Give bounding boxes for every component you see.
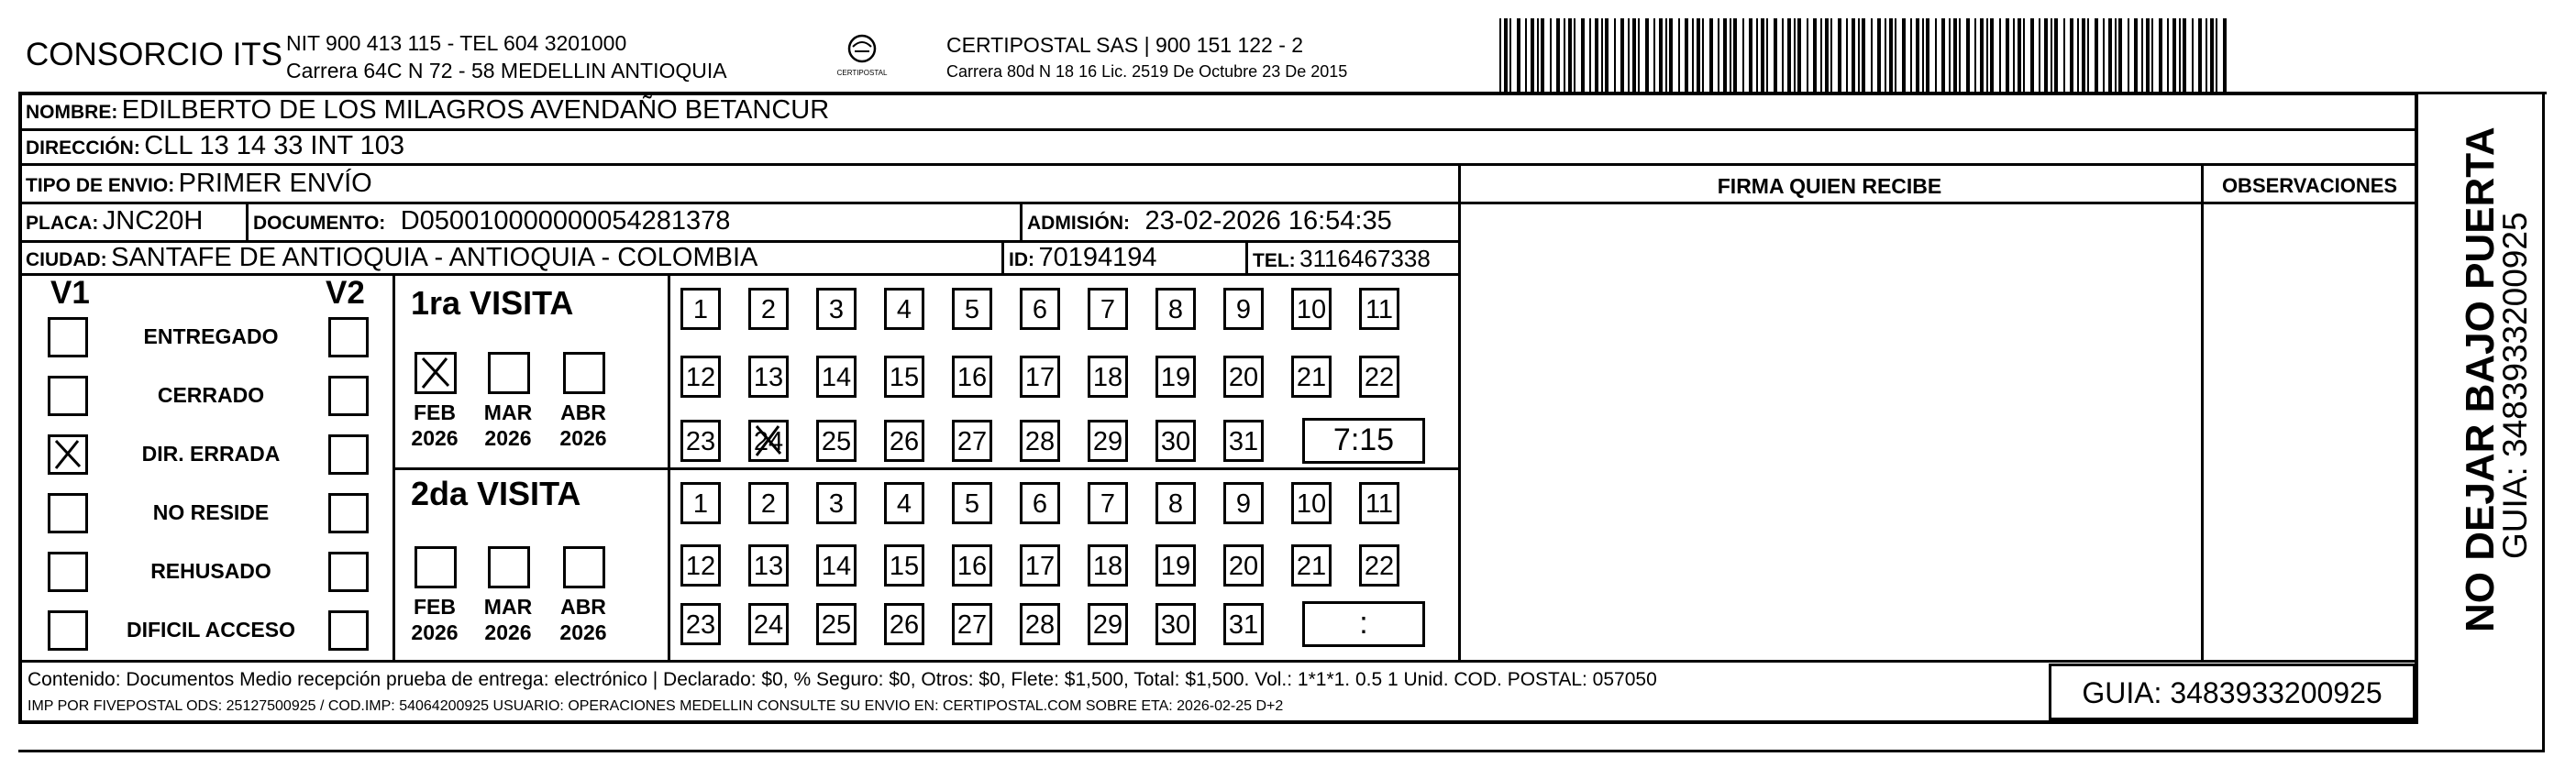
- v2-checkbox[interactable]: [328, 610, 369, 651]
- year-label: 2026: [411, 620, 459, 644]
- time-field[interactable]: 7:15: [1302, 418, 1425, 464]
- firma-header: FIRMA QUIEN RECIBE: [1717, 174, 1942, 198]
- day-checkbox[interactable]: 20: [1223, 356, 1264, 398]
- barcode-bar: [1766, 18, 1768, 92]
- cell-divider: [1001, 240, 1004, 273]
- barcode-bar: [1756, 18, 1758, 92]
- month-checkbox[interactable]: [415, 546, 457, 588]
- ciudad-label: CIUDAD:: [26, 249, 107, 270]
- admision-label: ADMISIÓN:: [1027, 213, 1130, 234]
- barcode-bar: [1620, 18, 1624, 92]
- ciudad-value: SANTAFE DE ANTIOQUIA - ANTIOQUIA - COLOMBIA: [111, 243, 758, 272]
- day-checkbox[interactable]: 25: [816, 603, 857, 645]
- company-nit: NIT 900 413 115 - TEL 604 3201000: [286, 31, 627, 55]
- barcode-bar: [1742, 18, 1744, 92]
- day-checkbox[interactable]: 9: [1223, 482, 1264, 524]
- day-checkbox[interactable]: 2: [748, 482, 789, 524]
- day-checkbox[interactable]: 28: [1020, 420, 1060, 462]
- barcode-bar: [1910, 18, 1912, 92]
- column-divider: [1458, 163, 1461, 660]
- barcode-bar: [2054, 18, 2058, 92]
- day-checkbox[interactable]: 26: [884, 420, 924, 462]
- bottom-edge: [18, 750, 2545, 752]
- barcode-bar: [1949, 18, 1951, 92]
- barcode-bar: [2006, 18, 2009, 92]
- barcode-bar: [2151, 18, 2153, 92]
- day-checkbox[interactable]: 5: [952, 288, 992, 330]
- barcode-bar: [2192, 18, 2194, 92]
- check-mark-icon: [751, 422, 786, 459]
- side-guia: GUIA: 3483933200925: [2496, 212, 2534, 559]
- barcode-bar: [1723, 18, 1727, 92]
- day-checkbox[interactable]: 6: [1020, 288, 1060, 330]
- day-checkbox[interactable]: 15: [884, 544, 924, 587]
- barcode-bar: [1541, 18, 1544, 92]
- visit-divider: [392, 467, 1458, 470]
- barcode-bar: [2030, 18, 2034, 92]
- day-checkbox[interactable]: 8: [1155, 288, 1196, 330]
- day-checkbox[interactable]: 18: [1088, 356, 1128, 398]
- barcode-bar: [1697, 18, 1700, 92]
- day-checkbox[interactable]: 12: [680, 544, 721, 587]
- barcode-bar: [1871, 18, 1873, 92]
- company-address: Carrera 64C N 72 - 58 MEDELLIN ANTIOQUIA: [286, 59, 727, 82]
- barcode-bar: [1797, 18, 1801, 92]
- barcode-bar: [1628, 18, 1630, 92]
- barcode-bar: [1825, 18, 1829, 92]
- status-label: NO RESIDE: [152, 500, 270, 524]
- barcode-bar: [1889, 18, 1893, 92]
- documento-value: D050010000000054281378: [400, 206, 731, 236]
- documento-field: [253, 206, 730, 236]
- barcode-bar: [2141, 18, 2143, 92]
- day-checkbox[interactable]: 19: [1155, 356, 1196, 398]
- year-label: 2026: [559, 426, 607, 450]
- day-checkbox[interactable]: 10: [1291, 482, 1332, 524]
- section-divider: [392, 273, 395, 660]
- barcode-bar: [1980, 18, 1984, 92]
- barcode-bar: [1665, 18, 1667, 92]
- barcode-bar: [2172, 18, 2176, 92]
- barcode-bar: [2115, 18, 2117, 92]
- barcode-bar: [1813, 18, 1817, 92]
- day-checkbox[interactable]: 14: [816, 356, 857, 398]
- v2-checkbox[interactable]: [328, 552, 369, 592]
- v1-checkbox[interactable]: [48, 552, 88, 592]
- admision-field: [1027, 206, 1392, 236]
- day-checkbox[interactable]: 17: [1020, 544, 1060, 587]
- day-checkbox[interactable]: 8: [1155, 482, 1196, 524]
- year-label: 2026: [559, 620, 607, 644]
- second-visit-title: 2da VISITA: [411, 475, 581, 512]
- day-checkbox[interactable]: 29: [1088, 420, 1128, 462]
- day-checkbox[interactable]: 23: [680, 603, 721, 645]
- column-divider: [2201, 163, 2204, 660]
- barcode-bar: [2216, 18, 2217, 92]
- barcode-bar: [1974, 18, 1976, 92]
- barcode-bar: [1632, 18, 1636, 92]
- barcode-bar: [2198, 18, 2202, 92]
- row-line: [18, 273, 1458, 276]
- tipo-row: [26, 169, 372, 199]
- admision-value: 23-02-2026 16:54:35: [1144, 206, 1392, 236]
- day-checkbox[interactable]: 11: [1359, 482, 1399, 524]
- month-label: MAR: [483, 400, 533, 424]
- barcode-bar: [2039, 18, 2040, 92]
- barcode-bar: [1638, 18, 1640, 92]
- day-checkbox[interactable]: 5: [952, 482, 992, 524]
- month-checkbox[interactable]: [563, 546, 605, 588]
- guia-footer: GUIA: 3483933200925: [2082, 676, 2383, 709]
- barcode-bar: [1517, 18, 1520, 92]
- cell-divider: [1020, 202, 1023, 240]
- barcode-bar: [2210, 18, 2214, 92]
- barcode-bar: [1959, 18, 1961, 92]
- day-checkbox[interactable]: 15: [884, 356, 924, 398]
- day-checkbox[interactable]: 30: [1155, 603, 1196, 645]
- barcode-bar: [1846, 18, 1848, 92]
- placa-field: [26, 206, 203, 236]
- day-checkbox[interactable]: 1: [680, 288, 721, 330]
- day-checkbox[interactable]: 22: [1359, 544, 1399, 587]
- company-name: CONSORCIO ITS: [26, 37, 283, 72]
- barcode-bar: [2179, 18, 2181, 92]
- barcode-bar: [2044, 18, 2048, 92]
- day-checkbox[interactable]: 13: [748, 356, 789, 398]
- status-label: REHUSADO: [150, 559, 271, 583]
- barcode-bar: [1669, 18, 1673, 92]
- barcode-bar: [1902, 18, 1906, 92]
- ciudad-field: [26, 243, 757, 273]
- day-checkbox[interactable]: 19: [1155, 544, 1196, 587]
- barcode-bar: [1525, 18, 1527, 92]
- check-mark-icon: [50, 437, 85, 472]
- month-checkbox[interactable]: [488, 546, 530, 588]
- day-checkbox[interactable]: 30: [1155, 420, 1196, 462]
- barcode-bar: [1953, 18, 1957, 92]
- barcode-bar: [2087, 18, 2089, 92]
- month-checkbox[interactable]: [415, 352, 457, 394]
- row-line: [18, 163, 2418, 166]
- day-checkbox[interactable]: 26: [884, 603, 924, 645]
- barcode-bar: [1935, 18, 1937, 92]
- placa-value: JNC20H: [102, 206, 204, 236]
- barcode-bar: [1504, 18, 1508, 92]
- barcode-bar: [2103, 18, 2105, 92]
- nombre-value: EDILBERTO DE LOS MILAGROS AVENDAÑO BETANCUR: [121, 95, 830, 125]
- year-label: 2026: [484, 620, 532, 644]
- barcode-bar: [2082, 18, 2085, 92]
- id-field: [1009, 243, 1156, 273]
- barcode-bar: [1568, 18, 1572, 92]
- barcode-bar: [1782, 18, 1784, 92]
- barcode-bar: [1595, 18, 1598, 92]
- year-label: 2026: [411, 426, 459, 450]
- day-checkbox[interactable]: 23: [680, 420, 721, 462]
- barcode-bar: [1556, 18, 1560, 92]
- barcode-bar: [1749, 18, 1752, 92]
- tipo-label: TIPO DE ENVIO:: [26, 175, 175, 196]
- day-checkbox[interactable]: 20: [1223, 544, 1264, 587]
- barcode-bar: [1581, 18, 1585, 92]
- barcode-bar: [1820, 18, 1822, 92]
- cell-divider: [246, 202, 249, 240]
- month-label: MAR: [483, 595, 533, 619]
- barcode-bar: [1895, 18, 1896, 92]
- day-checkbox[interactable]: 17: [1020, 356, 1060, 398]
- day-checkbox[interactable]: 28: [1020, 603, 1060, 645]
- v1-checkbox[interactable]: [48, 376, 88, 416]
- nombre-label: NOMBRE:: [26, 102, 118, 123]
- barcode-bar: [2051, 18, 2052, 92]
- barcode-bar: [2146, 18, 2150, 92]
- v2-checkbox[interactable]: [328, 493, 369, 533]
- day-checkbox[interactable]: 24: [748, 603, 789, 645]
- barcode-bar: [1550, 18, 1552, 92]
- barcode-bar: [1885, 18, 1886, 92]
- v1-checkbox[interactable]: [48, 434, 88, 475]
- v1-checkbox[interactable]: [48, 610, 88, 651]
- side-notice: NO DEJAR BAJO PUERTA: [2458, 126, 2503, 632]
- day-checkbox[interactable]: 25: [816, 420, 857, 462]
- status-label: CERRADO: [157, 383, 265, 407]
- day-checkbox[interactable]: 27: [952, 420, 992, 462]
- barcode-bar: [1653, 18, 1655, 92]
- day-checkbox[interactable]: 4: [884, 482, 924, 524]
- barcode-bar: [1986, 18, 1988, 92]
- day-checkbox[interactable]: 3: [816, 288, 857, 330]
- day-checkbox[interactable]: 31: [1223, 603, 1264, 645]
- check-mark-icon: [417, 355, 454, 391]
- certipostal-logo: [830, 33, 894, 81]
- status-label: ENTREGADO: [143, 324, 279, 348]
- barcode-bar: [1999, 18, 2001, 92]
- month-checkbox[interactable]: [563, 352, 605, 394]
- day-checkbox[interactable]: 9: [1223, 288, 1264, 330]
- barcode-bar: [2223, 18, 2227, 92]
- barcode-bar: [1709, 18, 1713, 92]
- month-label: FEB: [414, 400, 456, 424]
- barcode-bar: [1718, 18, 1719, 92]
- barcode-bar: [2063, 18, 2065, 92]
- day-checkbox[interactable]: 21: [1291, 544, 1332, 587]
- barcode-bar: [1761, 18, 1764, 92]
- certipostal-nit: CERTIPOSTAL SAS | 900 151 122 - 2: [946, 33, 1304, 57]
- day-checkbox[interactable]: 1: [680, 482, 721, 524]
- day-checkbox[interactable]: 31: [1223, 420, 1264, 462]
- documento-label: DOCUMENTO:: [253, 213, 386, 234]
- barcode-bar: [1531, 18, 1534, 92]
- day-checkbox[interactable]: 3: [816, 482, 857, 524]
- barcode-bar: [1990, 18, 1994, 92]
- barcode-bar: [1678, 18, 1680, 92]
- placa-label: PLACA:: [26, 213, 99, 234]
- barcode-bar: [1807, 18, 1808, 92]
- barcode-bar: [1916, 18, 1919, 92]
- day-checkbox[interactable]: 13: [748, 544, 789, 587]
- v2-checkbox[interactable]: [328, 434, 369, 475]
- direccion-row: [26, 131, 404, 161]
- barcode-bar: [2077, 18, 2079, 92]
- barcode-bar: [1794, 18, 1796, 92]
- logo-text: CERTIPOSTAL: [836, 69, 888, 77]
- v2-checkbox[interactable]: [328, 317, 369, 357]
- direccion-label: DIRECCIÓN:: [26, 137, 140, 159]
- right-edge: [2418, 92, 2547, 94]
- status-label: DIFICIL ACCESO: [126, 618, 295, 642]
- barcode-bar: [2013, 18, 2015, 92]
- barcode-bar: [1852, 18, 1855, 92]
- day-checkbox[interactable]: 29: [1088, 603, 1128, 645]
- barcode-bar: [1605, 18, 1609, 92]
- first-visit-title: 1ra VISITA: [411, 284, 574, 322]
- barcode-bar: [1574, 18, 1575, 92]
- day-checkbox[interactable]: 21: [1291, 356, 1332, 398]
- tel-value: 3116467338: [1299, 245, 1431, 272]
- month-label: FEB: [414, 595, 456, 619]
- day-checkbox[interactable]: 6: [1020, 482, 1060, 524]
- barcode-bar: [1685, 18, 1688, 92]
- barcode-bar: [1509, 18, 1511, 92]
- right-edge-line: [2542, 92, 2545, 752]
- row-line: [18, 202, 2418, 204]
- barcode-bar: [1877, 18, 1881, 92]
- footer-content: Contenido: Documentos Medio recepción prueba de entrega: electrónico | Declarado: $0, % Seguro: $0, Otros: $0, Flete: $1,500, Total: $1,500. Vol.: 1*1*1. 0.5 1 Unid. COD. POSTAL: 057050: [28, 669, 1657, 690]
- barcode-bar: [1614, 18, 1616, 92]
- tipo-value: PRIMER ENVÍO: [178, 169, 372, 198]
- tel-label: TEL:: [1253, 250, 1296, 271]
- certipostal-address: Carrera 80d N 18 16 Lic. 2519 De Octubre 23 De 2015: [946, 62, 1348, 81]
- month-label: ABR: [560, 400, 606, 424]
- v1-checkbox[interactable]: [48, 493, 88, 533]
- barcode-bar: [1922, 18, 1924, 92]
- barcode-bar: [1499, 18, 1501, 92]
- v2-label: V2: [326, 275, 365, 311]
- year-label: 2026: [484, 426, 532, 450]
- barcode-bar: [1830, 18, 1832, 92]
- barcode-bar: [2095, 18, 2098, 92]
- barcode-bar: [1733, 18, 1737, 92]
- direccion-value: CLL 13 14 33 INT 103: [144, 131, 405, 160]
- barcode-bar: [1941, 18, 1945, 92]
- barcode-bar: [1702, 18, 1704, 92]
- barcode-bar: [1858, 18, 1860, 92]
- day-checkbox[interactable]: 7: [1088, 288, 1128, 330]
- day-checkbox[interactable]: 4: [884, 288, 924, 330]
- footer-details: IMP POR FIVEPOSTAL ODS: 25127500925 / COD.IMP: 54064200925 USUARIO: OPERACIONES MEDELLIN CONSULTE SU ENVIO EN: CERTIPOSTAL.COM SOBRE ETA: 2026-02-25 D+2: [28, 698, 1284, 714]
- barcode-bar: [1787, 18, 1791, 92]
- cell-divider: [1245, 240, 1248, 273]
- barcode-bar: [1862, 18, 1865, 92]
- barcode-bar: [2128, 18, 2129, 92]
- month-checkbox[interactable]: [488, 352, 530, 394]
- barcode-bar: [2134, 18, 2138, 92]
- day-checkbox[interactable]: 18: [1088, 544, 1128, 587]
- barcode-bar: [2023, 18, 2025, 92]
- day-checkbox[interactable]: 10: [1291, 288, 1332, 330]
- month-label: ABR: [560, 595, 606, 619]
- day-checkbox[interactable]: 7: [1088, 482, 1128, 524]
- barcode-bar: [1564, 18, 1565, 92]
- tel-field: [1253, 245, 1431, 273]
- barcode-bar: [1926, 18, 1929, 92]
- barcode-bar: [2206, 18, 2207, 92]
- time-field[interactable]: :: [1302, 601, 1425, 647]
- barcode-bar: [2159, 18, 2162, 92]
- v2-checkbox[interactable]: [328, 376, 369, 416]
- barcode-bar: [1692, 18, 1694, 92]
- day-checkbox[interactable]: 22: [1359, 356, 1399, 398]
- barcode-bar: [2183, 18, 2186, 92]
- barcode-bar: [1774, 18, 1777, 92]
- barcode-bar: [1645, 18, 1649, 92]
- barcode-bar: [2108, 18, 2112, 92]
- barcode-bar: [1838, 18, 1841, 92]
- day-checkbox[interactable]: 2: [748, 288, 789, 330]
- v1-label: V1: [50, 275, 90, 311]
- observaciones-header: OBSERVACIONES: [2221, 174, 2398, 197]
- v1-checkbox[interactable]: [48, 317, 88, 357]
- barcode-bar: [1601, 18, 1603, 92]
- day-checkbox[interactable]: 12: [680, 356, 721, 398]
- postal-emblem-icon: [844, 33, 880, 64]
- row-line: [18, 660, 2418, 663]
- barcode-bar: [1966, 18, 1970, 92]
- barcode-bar: [2167, 18, 2169, 92]
- barcode-bar: [2070, 18, 2073, 92]
- barcode-bar: [2118, 18, 2122, 92]
- day-checkbox[interactable]: 14: [816, 544, 857, 587]
- barcode-bar: [2018, 18, 2021, 92]
- id-label: ID:: [1009, 249, 1034, 270]
- barcode-bar: [1730, 18, 1731, 92]
- barcode: [1499, 18, 2233, 92]
- nombre-row: [26, 95, 829, 126]
- status-label: DIR. ERRADA: [141, 442, 281, 466]
- id-value: 70194194: [1038, 243, 1157, 272]
- day-checkbox[interactable]: 24: [748, 420, 789, 462]
- barcode-bar: [1537, 18, 1539, 92]
- day-checkbox[interactable]: 16: [952, 544, 992, 587]
- barcode-bar: [1659, 18, 1663, 92]
- barcode-bar: [1589, 18, 1591, 92]
- day-checkbox[interactable]: 16: [952, 356, 992, 398]
- section-divider: [668, 273, 670, 660]
- day-checkbox[interactable]: 11: [1359, 288, 1399, 330]
- day-checkbox[interactable]: 27: [952, 603, 992, 645]
